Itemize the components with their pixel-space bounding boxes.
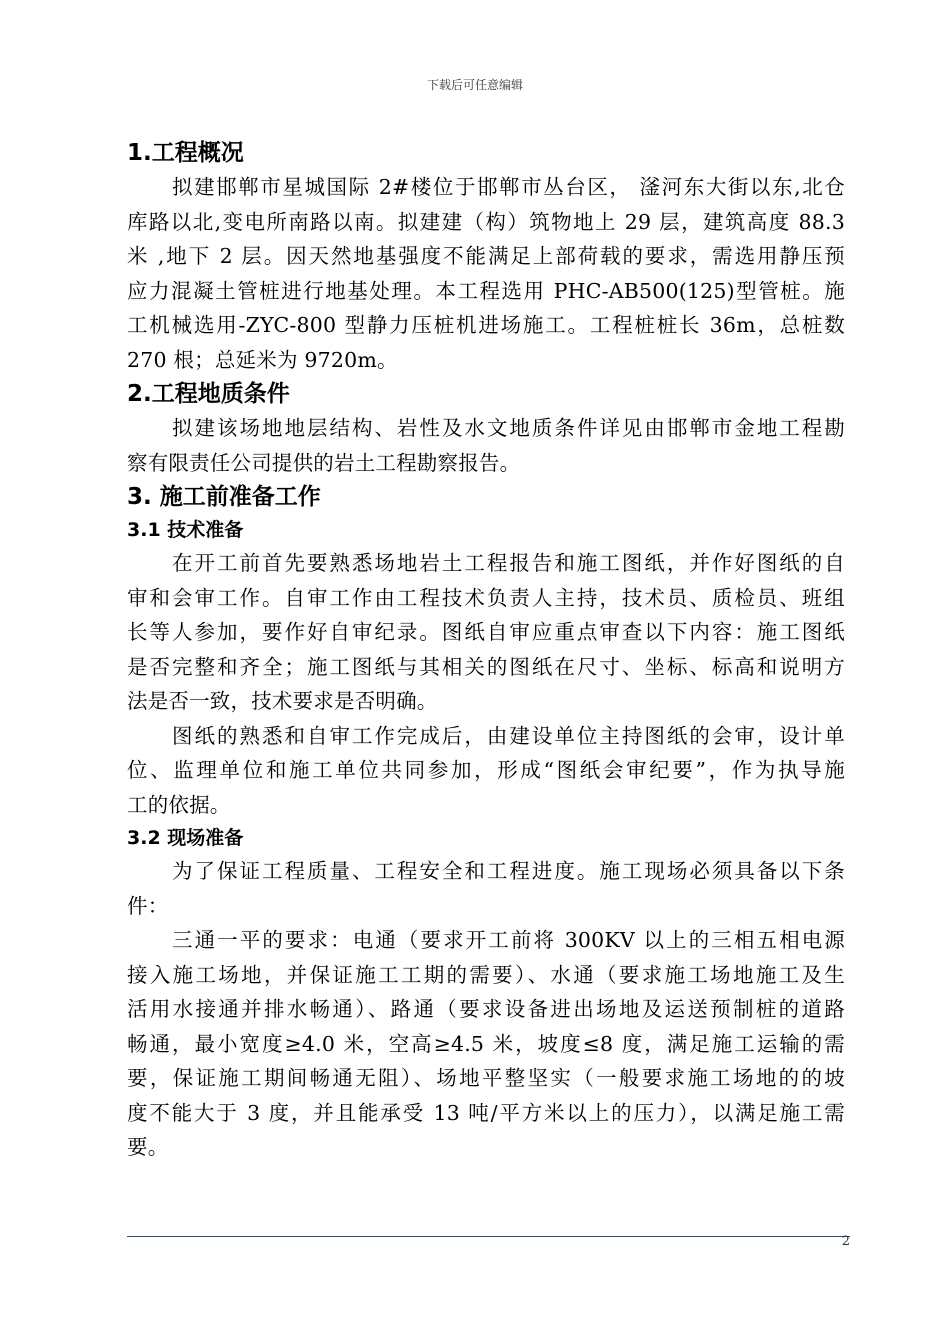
page-number: 2 xyxy=(841,1234,850,1249)
paragraph xyxy=(127,411,845,480)
text-line: 图纸的熟悉和自审工作完成后，由建设单位主持图纸的会审，设计单 xyxy=(172,723,845,748)
text-line: 库路以北,变电所南路以南。拟建建（构）筑物地上 29 层，建筑高度 88.3 xyxy=(127,209,845,234)
subsection-title-site: 3.2 现场准备 xyxy=(127,827,244,849)
text-line: 为了保证工程质量、工程安全和工程进度。施工现场必须具备以下条 xyxy=(172,859,845,883)
text-line: 应力混凝土管桩进行地基处理。本工程选用 PHC-AB500(125)型管桩。施 xyxy=(127,278,845,303)
paragraph xyxy=(127,719,845,823)
text-line: 位、监理单位和施工单位共同参加，形成“图纸会审纪要”，作为执导施 xyxy=(127,758,845,782)
text-line: 拟建邯郸市星城国际 2#楼位于邯郸市丛台区， 滏河东大街以东,北仓 xyxy=(172,175,845,199)
section-title-preparation: 3. 施工前准备工作 xyxy=(127,484,321,510)
text-line: 活用水接通并排水畅通）、路通（要求设备进出场地及运送预制桩的道路 xyxy=(127,997,845,1021)
subsection-title-technical: 3.1 技术准备 xyxy=(127,519,244,541)
text-line: 度不能大于 3 度，并且能承受 13 吨/平方米以上的压力），以满足施工需 xyxy=(127,1100,845,1125)
section-title-geology: 2.工程地质条件 xyxy=(127,381,290,407)
text-line: 拟建该场地地层结构、岩性及水文地质条件详见由邯郸市金地工程勘 xyxy=(172,416,845,440)
text-line: 270 根；总延米为 9720m。 xyxy=(127,347,398,372)
text-line: 工机械选用-ZYC-800 型静力压桩机进场施工。工程桩桩长 36m，总桩数 xyxy=(127,313,845,337)
page-header: 下载后可任意编辑 xyxy=(426,78,523,92)
text-line: 长等人参加，要作好自审纪录。图纸自审应重点审查以下内容：施工图纸 xyxy=(127,620,845,644)
paragraph xyxy=(127,854,845,923)
text-line: 要。 xyxy=(127,1135,169,1159)
paragraph xyxy=(127,923,845,1165)
text-line: 畅通，最小宽度≥4.0 米，空高≥4.5 米，坡度≤8 度，满足施工运输的需 xyxy=(127,1031,845,1056)
section-title-overview: 1.工程概况 xyxy=(127,140,244,166)
text-line: 米 ,地下 2 层。因天然地基强度不能满足上部荷载的要求，需选用静压预 xyxy=(127,244,845,268)
text-line: 法是否一致，技术要求是否明确。 xyxy=(127,689,438,713)
text-line: 是否完整和齐全；施工图纸与其相关的图纸在尺寸、坐标、标高和说明方 xyxy=(127,654,845,679)
text-line: 三通一平的要求：电通（要求开工前将 300KV 以上的三相五相电源 xyxy=(172,928,845,952)
text-line: 件： xyxy=(127,893,169,918)
footer-divider xyxy=(127,1236,850,1237)
text-line: 工的依据。 xyxy=(127,792,231,817)
text-line: 要，保证施工期间畅通无阻）、场地平整坚实（一般要求施工场地的的坡 xyxy=(127,1066,845,1090)
paragraph xyxy=(127,170,845,377)
text-line: 在开工前首先要熟悉场地岩土工程报告和施工图纸，并作好图纸的自 xyxy=(172,551,845,575)
paragraph xyxy=(127,546,845,719)
text-line: 接入施工场地，并保证施工工期的需要）、水通（要求施工场地施工及生 xyxy=(127,962,845,987)
document-body xyxy=(127,136,845,1165)
text-line: 审和会审工作。自审工作由工程技术负责人主持，技术员、质检员、班组 xyxy=(127,585,845,610)
text-line: 察有限责任公司提供的岩土工程勘察报告。 xyxy=(127,450,521,475)
